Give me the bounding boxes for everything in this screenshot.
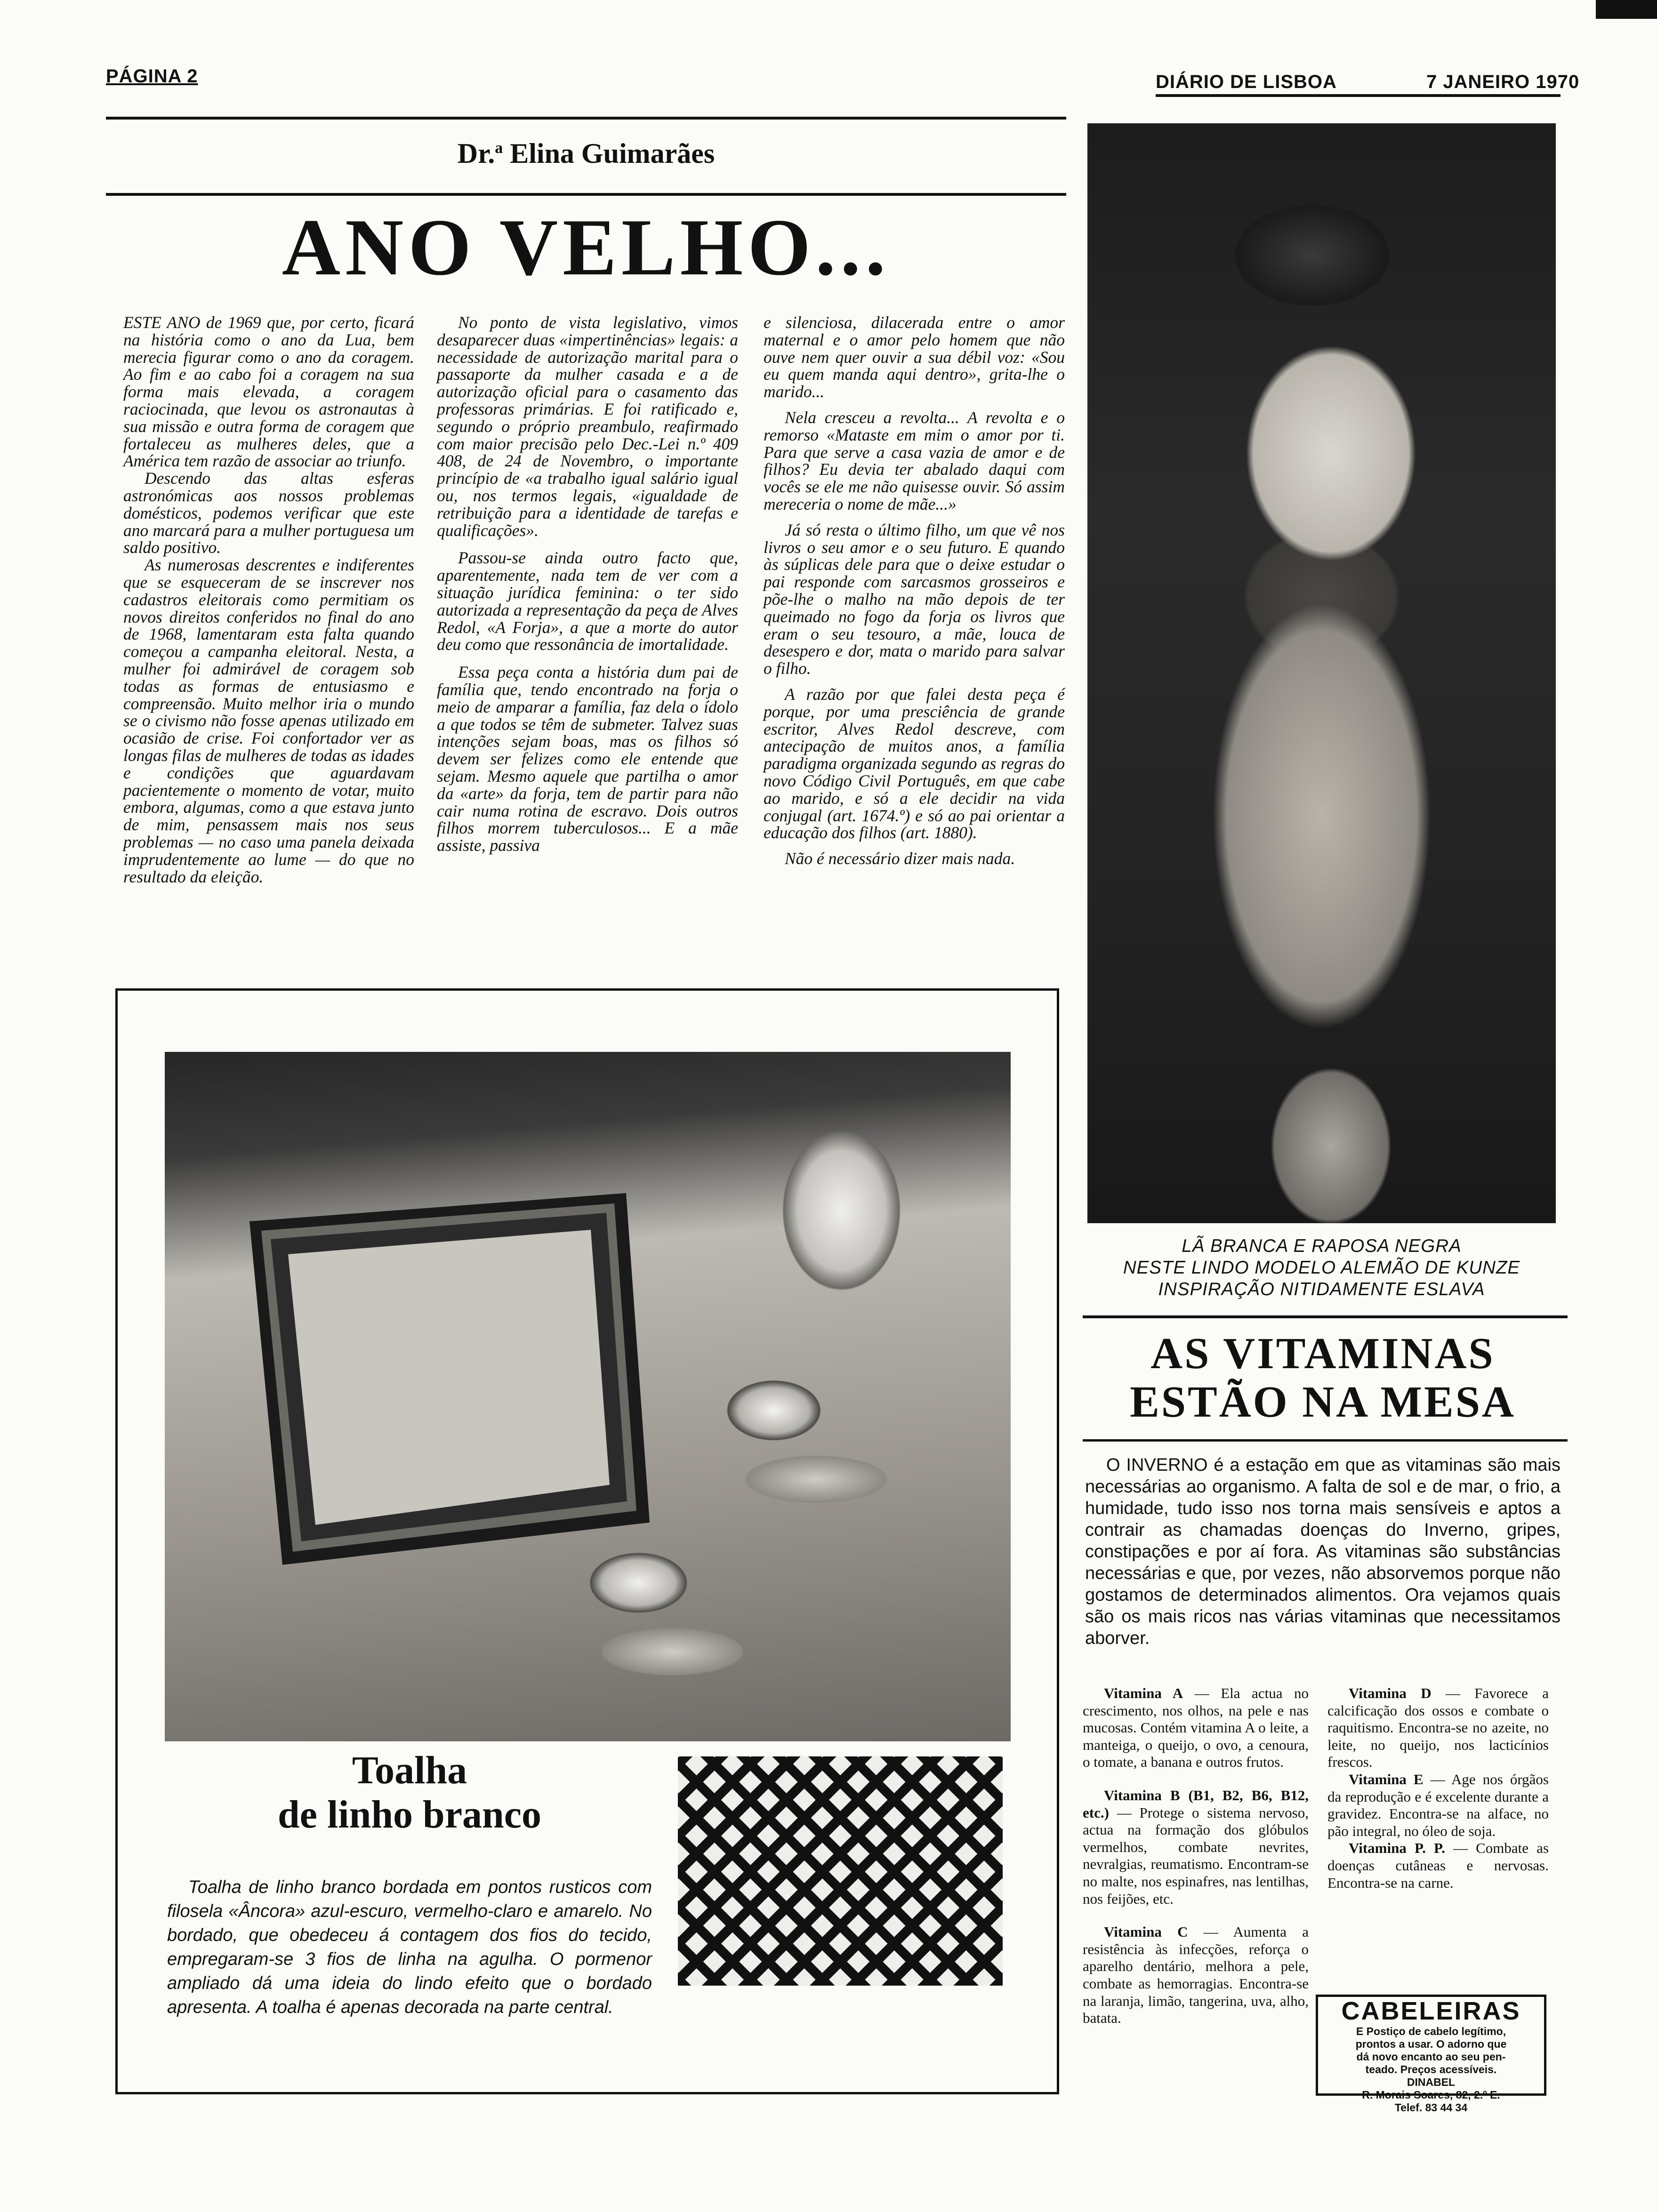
vitaminas-rule (1083, 1439, 1568, 1442)
byline-name: Elina Guimarães (510, 138, 715, 169)
page-number: PÁGINA 2 (106, 66, 198, 87)
caption-line: LÃ BRANCA E RAPOSA NEGRA (1182, 1236, 1462, 1256)
col3-paragraph: e silenciosa, dilacerada entre o amor maternal e o amor pelo homem que não ouve nem quer ouvir a sua débil voz: «Sou eu quem manda aqui dentro», grita-lhe o marido... (764, 313, 1065, 401)
vitaminas-title-line-2: ESTÃO NA MESA (1130, 1378, 1516, 1427)
article-column-1 (123, 314, 414, 885)
caption-line: NESTE LINDO MODELO ALEMÃO DE KUNZE (1123, 1258, 1520, 1278)
vitaminas-title (1078, 1330, 1568, 1427)
ad-heading: CABELEIRAS (1341, 1997, 1521, 2025)
vitamin-a-label: Vitamina A (1104, 1685, 1183, 1701)
article-byline (106, 137, 1066, 170)
vitamin-pp-text: — Combate as doenças cutâneas e nervosas. Encontra-se na carne. (1327, 1840, 1549, 1891)
col1-paragraph: ESTE ANO de 1969 que, por certo, ficará na história como o ano da Lua, bem merecia figurar como o ano da coragem. Ao fim e ao cabo foi a coragem na sua forma mais elevada, a coragem raciocinada, que levou os astronautas à sua missão e outra forma de coragem que fortaleceu as mulheres deles, que a América tem razão de associar ao triunfo. (123, 313, 414, 471)
article-headline: ANO VELHO... (282, 203, 891, 292)
toalha-body: Toalha de linho branco bordada em pontos rusticos com filosela «Âncora» azul-escuro, vermelho-claro e amarelo. No bordado, que obedeceu á contagem dos fios do tecido, empregaram-se 3 fios de linha na agulha. O pormenor ampliado dá uma ideia do lindo efeito que o bordado apresenta. A toalha é apenas decorada na parte central. (167, 1877, 652, 2017)
embroidery-detail-photo (678, 1756, 1003, 1986)
vitamin-b-paragraph (1083, 1787, 1309, 1907)
issue-date: 7 JANEIRO 1970 (1426, 72, 1580, 92)
toalha-title-line-1: Toalha (352, 1748, 467, 1792)
vitamin-c-label: Vitamina C (1104, 1923, 1188, 1940)
newspaper-name: DIÁRIO DE LISBOA (1156, 72, 1337, 92)
fashion-caption (1076, 1235, 1568, 1300)
ad-line: prontos a usar. O adorno que (1355, 2038, 1507, 2050)
fashion-photo (1087, 123, 1556, 1223)
header-rule (1156, 94, 1560, 97)
article-top-rule (106, 117, 1066, 120)
vitamin-pp-label: Vitamina P. P. (1349, 1840, 1445, 1857)
ad-line: E Postiço de cabelo legítimo, (1356, 2025, 1506, 2037)
col1-paragraph: As numerosas descrentes e indiferentes que se esqueceram de se inscrever nos cadastros eleitorais como permitiam os novos direitos conferidos no final do ano de 1968, lamentaram esta falta quando começou a campanha eleitoral. Nesta, a mulher foi admirável de coragem sob todas as formas de entusiasmo e compreensão. Muito melhor iria o mundo se o civismo não fosse apenas utilizado em ocasião de crise. Foi confortador ver as longas filas de mulheres de todas as idades e condições que aguardavam pacientemente o momento de votar, muito embora, algumas, como a que estava junto de mim, pensassem mais nos seus problemas — no caso uma panela deixada imprudentemente ao lume — do que no resultado da eleição. (123, 555, 414, 886)
col2-paragraph: No ponto de vista legislativo, vimos desaparecer duas «impertinências» legais: a necessidade de autorização marital para o passaporte da mulher casada e a de autorização oficial para o casamento das professoras primárias. E foi ratificado e, segundo o próprio preambulo, reafirmado com maior precisão pelo Dec.-Lei n.º 409 408, de 24 de Novembro, o importante princípio de «a trabalho igual salário igual ou, nos termos legais, «igualdade de retribuição para a identidade de tarefas e qualificações». (437, 313, 738, 540)
tablecloth-illustration (165, 1052, 1011, 1741)
vitamin-c-paragraph (1083, 1923, 1309, 2027)
byline-superscript: a (495, 139, 503, 157)
tablecloth-center (288, 1230, 610, 1525)
col3-paragraph: A razão por que falei desta peça é porque, por uma presciência de grande escritor, Alves Redol descreve, com antecipação de muitos anos, a família paradigma organizada segundo as regras do novo Código Civil Português, em que cabe ao marido, e só a ele decidir na vida conjugal (art. 1674.º) e só ao pai orientar a educação dos filhos (art. 1880). (764, 684, 1065, 842)
vitamin-e-label: Vitamina E (1349, 1771, 1424, 1787)
article-column-3 (764, 314, 1065, 867)
vitamin-a-text: — Ela actua no crescimento, nos olhos, na pele e nas mucosas. Contém vitamina A o leite, a manteiga, o queijo, o ovo, a cenoura, o tomate, a banana e outros frutos. (1083, 1685, 1309, 1771)
byline-title: Dr. (457, 138, 495, 169)
vitamin-e-text: — Age nos órgãos da reprodução e é excelente durante a gravidez. Encontra-se na alface, no pão integral, no óleo de soja. (1327, 1771, 1549, 1839)
ad-brand: DINABEL (1407, 2076, 1456, 2088)
vitaminas-column-right (1327, 1685, 1549, 1891)
vitamin-pp-paragraph (1327, 1840, 1549, 1891)
col3-paragraph: Nela cresceu a revolta... A revolta e o remorso «Mataste em mim o amor por ti. Para que serve a casa vazia de amor e de filhos? Eu devia ter abalado daqui com vocês se ele me não quisesse ouvir. Só assim mereceria o nome de mãe...» (764, 408, 1065, 513)
vitamin-a-paragraph (1083, 1685, 1309, 1771)
vitamin-d-text: — Favorece a calcificação dos ossos e combate o raquitismo. Encontra-se no azeite, no leite, no queijo, nos lacticínios frescos. (1327, 1685, 1549, 1771)
vitamin-d-paragraph (1327, 1685, 1549, 1771)
vitaminas-title-line-1: AS VITAMINAS (1150, 1329, 1495, 1378)
cabeleiras-ad (1316, 1995, 1546, 2114)
toalha-title-line-2: de linho branco (277, 1793, 542, 1837)
section-rule (1083, 1315, 1568, 1318)
col3-paragraph: Já só resta o último filho, um que vê nos livros o seu amor e o seu futuro. E quando às súplicas dele para que o deixe estudar o pai responde com sarcasmos grosseiros e põe-lhe o malho na mão depois de ter queimado no fogo da forja os livros que eram o seu tesouro, a mãe, louca de desespero e dor, mata o marido para salvar o filho. (764, 520, 1065, 678)
col1-paragraph: Descendo das altas esferas astronómicas aos nossos problemas domésticos, podemos verificar que este ano marcará para a mulher portuguesa um saldo positivo. (123, 469, 414, 557)
col2-paragraph: Essa peça conta a história dum pai de família que, tendo encontrado na forja o meio de amparar a família, faz dela o ídolo a que todos se têm de submeter. Talvez suas intenções sejam boas, mas os filhos só devem ser felizes como ele entende que sejam. Mesmo aquele que partilha o amor da «arte» da forja, tem de partir para não cair numa rotina de escravo. Dois outros filhos morrem tuberculosos... E a mãe assiste, passiva (437, 663, 738, 855)
ad-line: teado. Preços acessíveis. (1365, 2063, 1497, 2076)
vitaminas-intro: O INVERNO é a estação em que as vitaminas são mais necessárias ao organismo. A falta de sol e de mar, o frio, a humidade, tudo isso nos torna mais sensíveis e aptos a contrair as chamadas doenças do Inverno, gripes, constipações e por aí fora. As vitaminas são substâncias necessárias e que, por vezes, não absorvemos porque não gostamos de determinados alimentos. Ora vejamos quais são os mais ricos nas várias vitaminas que necessitamos aborver. (1085, 1455, 1560, 1648)
tablecloth-photo (165, 1052, 1011, 1741)
vitamin-c-text: — Aumenta a resistência às infecções, reforça o aparelho dentário, melhora a pele, combate as hemorragias. Encontra-se na laranja, limão, tangerina, uva, alho, batata. (1083, 1923, 1309, 2027)
vitamin-b-text: — Protege o sistema nervoso, actua na formação dos glóbulos vermelhos, combate nevrites, nevralgias, reumatismo. Encontram-se no malte, nos espinafres, nas lentilhas, nos feijões, etc. (1083, 1804, 1309, 1907)
top-edge-bar (1596, 0, 1657, 19)
col3-paragraph: Não é necessário dizer mais nada. (785, 849, 1015, 868)
ad-line: dá novo encanto ao seu pen- (1356, 2051, 1506, 2063)
vitaminas-column-left (1083, 1685, 1309, 2027)
ad-phone: Telef. 83 44 34 (1394, 2101, 1468, 2114)
vitamin-e-paragraph (1327, 1771, 1549, 1840)
ad-address: R. Morais Soares, 82, 2.º E. (1362, 2089, 1500, 2101)
article-column-2 (437, 314, 738, 854)
byline-rule (106, 193, 1066, 196)
caption-line: INSPIRAÇÃO NITIDAMENTE ESLAVA (1158, 1279, 1485, 1299)
vitamin-b-label: Vitamina B (B1, B2, B6, B12, etc.) (1083, 1787, 1309, 1821)
vitamin-d-label: Vitamina D (1349, 1685, 1432, 1701)
col2-paragraph: Passou-se ainda outro facto que, aparentemente, nada tem de ver com a situação jurídica feminina: o ter sido autorizada a representação da peça de Alves Redol, «A Forja», a que a morte do autor deu como que ressonância de imortalidade. (437, 548, 738, 654)
toalha-title (188, 1748, 631, 1837)
